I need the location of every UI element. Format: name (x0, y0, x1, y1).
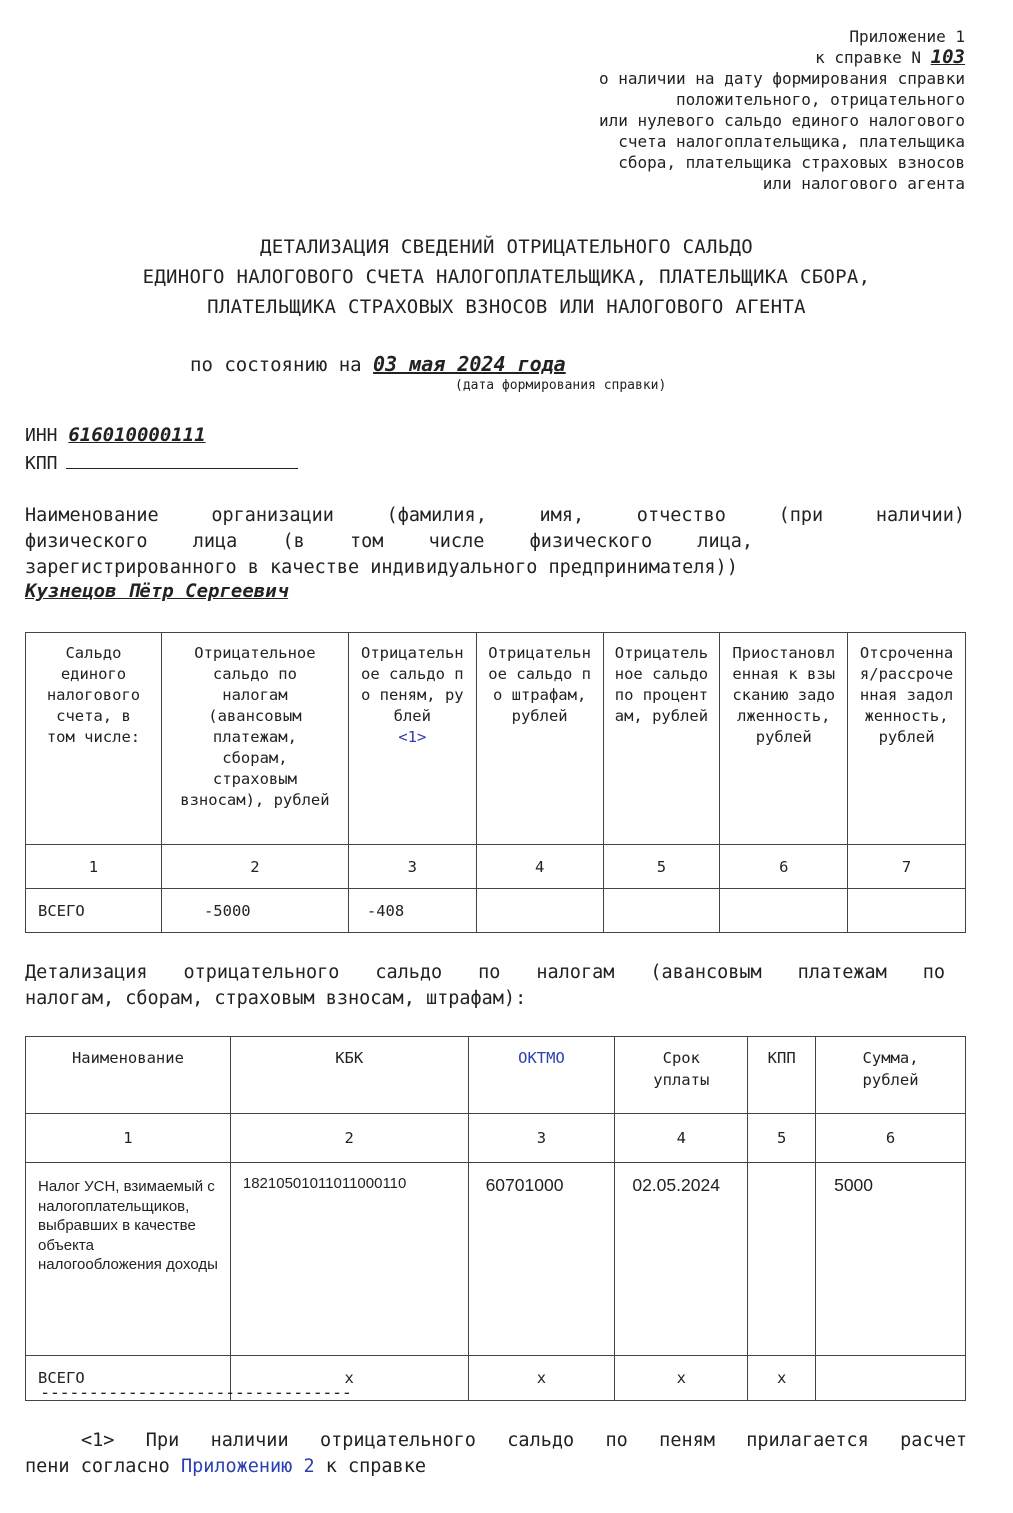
total-penalty-balance: -408 (348, 889, 476, 933)
header-cell: Сальдо единого налогового счета, в том числе: (26, 633, 162, 845)
balance-table (25, 632, 966, 933)
tax-detail-table (25, 1036, 966, 1401)
footnote-line: <1> При наличии отрицательного сальдо по пеням прилагается расчет (81, 1430, 967, 1451)
column-number: 5 (603, 845, 720, 889)
table-header-row (26, 633, 966, 845)
as-of-prefix: по состоянию на (190, 354, 362, 376)
total-tax-balance: -5000 (161, 889, 348, 933)
inn-line (25, 424, 206, 446)
header-cell: Отрицательное сальдо по процентам, рублей (603, 633, 720, 845)
appendix-line: о наличии на дату формирования справки (598, 69, 965, 88)
total-cell: x (748, 1356, 816, 1401)
column-number: 2 (161, 845, 348, 889)
total-cell: x (468, 1356, 615, 1401)
footnote-line (25, 1454, 967, 1480)
detail-line: Детализация отрицательного сальдо по налогам (авансовым платежам по (25, 962, 945, 983)
appendix-line: или нулевого сальдо единого налогового (598, 111, 965, 130)
due-date-value: 02.05.2024 (615, 1163, 748, 1356)
as-of-line (190, 352, 566, 376)
oktmo-header-link[interactable]: ОКТМО (468, 1037, 615, 1114)
header-cell: Отрицательное сальдо по штрафам, рублей (476, 633, 603, 845)
sum-value: 5000 (816, 1163, 966, 1356)
tax-name: Налог УСН, взимаемый с налогоплательщиков, выбравших в качестве объекта налогообложения доходы (26, 1163, 231, 1356)
inn-label: ИНН (25, 425, 58, 446)
kpp-line (25, 452, 298, 474)
inn-value: 616010000111 (68, 424, 206, 446)
kpp-value (748, 1163, 816, 1356)
header-cell: Отрицательное сальдо по пеням, рублей <1> (348, 633, 476, 845)
header-cell: КПП (748, 1037, 816, 1114)
header-cell: КБК (230, 1037, 468, 1114)
appendix-ref-line (599, 47, 965, 68)
header-cell: Приостановленная к взысканию задолженность, рублей (720, 633, 848, 845)
appendix-block (599, 26, 965, 194)
total-row (26, 889, 966, 933)
title-line: ПЛАТЕЛЬЩИКА СТРАХОВЫХ ВЗНОСОВ ИЛИ НАЛОГОВОГО АГЕНТА (207, 296, 806, 318)
column-number: 4 (615, 1114, 748, 1163)
column-number: 6 (720, 845, 848, 889)
oktmo-value: 60701000 (468, 1163, 615, 1356)
appendix-line: или налогового агента (762, 174, 965, 193)
column-number: 4 (476, 845, 603, 889)
appendix-line: Приложение 1 (849, 27, 965, 46)
table-header-row (26, 1037, 966, 1114)
detail-line: налогам, сборам, страховым взносам, штрафам): (25, 988, 527, 1009)
name-description-line: Наименование организации (фамилия, имя, отчество (при наличии) (25, 505, 965, 526)
total-interest-balance (603, 889, 720, 933)
detail-description (25, 960, 945, 1012)
footnote (25, 1428, 967, 1480)
column-number-row (26, 1114, 966, 1163)
appendix-line: счета налогоплательщика, плательщика (618, 132, 965, 151)
total-label: ВСЕГО (26, 889, 162, 933)
column-number: 1 (26, 845, 162, 889)
footnote-text: пени согласно (25, 1456, 170, 1477)
as-of-date: 03 мая 2024 года (373, 352, 566, 376)
total-fines-balance (476, 889, 603, 933)
title-line: ДЕТАЛИЗАЦИЯ СВЕДЕНИЙ ОТРИЦАТЕЛЬНОГО САЛЬДО (259, 236, 754, 258)
column-number: 5 (748, 1114, 816, 1163)
kpp-blank (66, 452, 298, 469)
appendix-line: сбора, плательщика страховых взносов (618, 153, 965, 172)
name-description-line: зарегистрированного в качестве индивидуального предпринимателя)) (25, 557, 738, 578)
taxpayer-name: Кузнецов Пётр Сергеевич (25, 580, 289, 602)
total-cell (816, 1356, 966, 1401)
as-of-caption: (дата формирования справки) (455, 378, 667, 393)
footnote-separator: -------------------------------- (40, 1383, 352, 1403)
header-cell: Сумма, рублей (816, 1037, 966, 1114)
title-line: ЕДИНОГО НАЛОГОВОГО СЧЕТА НАЛОГОПЛАТЕЛЬЩИКА, ПЛАТЕЛЬЩИКА СБОРА, (142, 266, 871, 288)
column-number-row (26, 845, 966, 889)
column-number: 3 (348, 845, 476, 889)
name-description-line: физического лица (в том числе физического лица, (25, 531, 753, 552)
kpp-label: КПП (25, 453, 58, 474)
certificate-number: 103 (930, 46, 965, 68)
total-cell: x (230, 1356, 468, 1401)
header-cell: Отсроченная/рассроченная задолженность, рублей (848, 633, 966, 845)
column-number: 7 (848, 845, 966, 889)
header-cell: Отрицательное сальдо по налогам (авансовым платежам, сборам, страховым взносам), рублей (161, 633, 348, 845)
column-number: 1 (26, 1114, 231, 1163)
table-row (26, 1163, 966, 1356)
footnote-text: к справке (325, 1456, 426, 1477)
document-title (0, 232, 1013, 322)
appendix-ref-prefix: к справке N (815, 48, 922, 67)
header-cell: Наименование (26, 1037, 231, 1114)
total-deferred-debt (848, 889, 966, 933)
total-cell: x (615, 1356, 748, 1401)
column-number: 2 (230, 1114, 468, 1163)
footnote-ref-link[interactable]: <1> (398, 728, 427, 746)
column-number: 3 (468, 1114, 615, 1163)
header-cell: Срок уплаты (615, 1037, 748, 1114)
appendix-line: положительного, отрицательного (676, 90, 965, 109)
total-label: ВСЕГО (26, 1356, 231, 1401)
name-description (25, 503, 965, 581)
appendix-2-link[interactable]: Приложению 2 (180, 1456, 315, 1477)
kbk-value: 18210501011011000110 (230, 1163, 468, 1356)
column-number: 6 (816, 1114, 966, 1163)
total-suspended-debt (720, 889, 848, 933)
